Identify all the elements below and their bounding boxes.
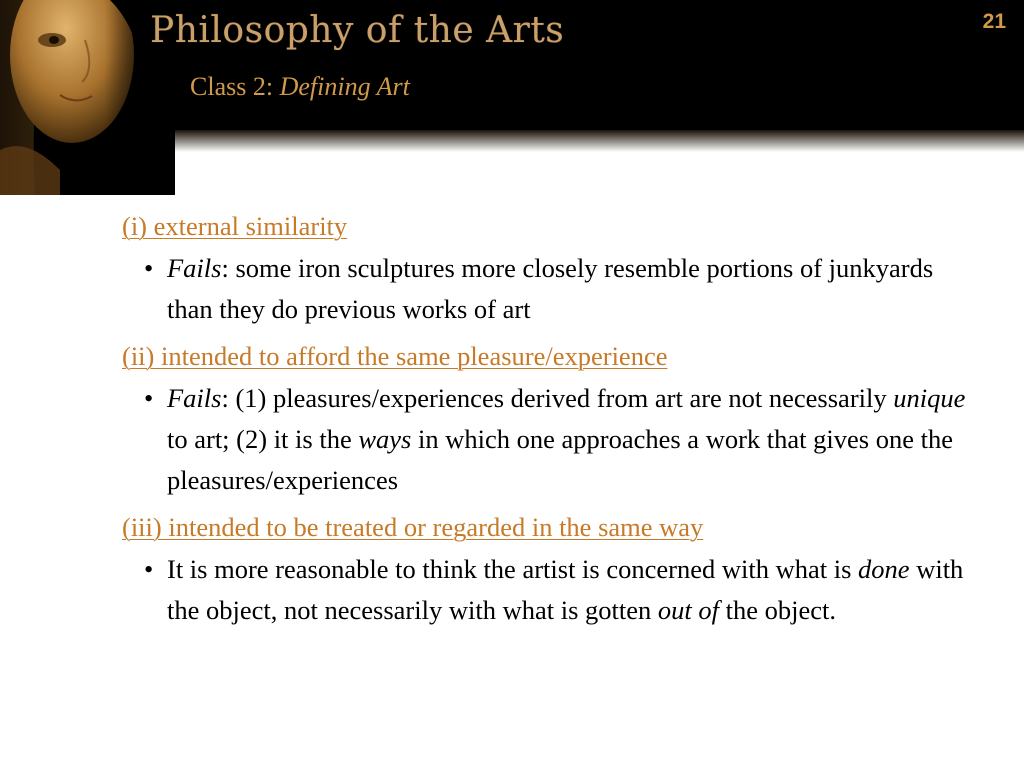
bullet-emphasis: Fails	[167, 383, 222, 413]
bullet-text-part: : (1) pleasures/experiences derived from art are not necessarily	[221, 383, 894, 413]
bullet-point	[122, 248, 982, 330]
slide-number: 21	[982, 10, 1006, 33]
bullet-emphasis: unique	[893, 383, 966, 413]
bullet-point	[122, 549, 982, 631]
bullet-text-part: the object.	[718, 595, 836, 625]
class-label: Class 2:	[190, 72, 280, 101]
bullet-emphasis: out of	[657, 595, 719, 625]
section-heading-same-pleasure[interactable]: (ii) intended to afford the same pleasure/experience	[122, 341, 668, 371]
bullet-marker: •	[144, 554, 154, 584]
bullet-text-part: : some iron sculptures more closely resemble portions of junkyards than they do previous works of art	[167, 253, 934, 324]
bullet-text	[167, 383, 965, 495]
bullet-text-part: to art; (2) it is the	[167, 424, 359, 454]
bullet-emphasis: ways	[358, 424, 412, 454]
class-title	[190, 72, 410, 102]
bullet-text	[167, 554, 963, 625]
bullet-marker: •	[144, 253, 154, 283]
slide-body	[122, 206, 982, 637]
bullet-emphasis: Fails	[167, 253, 222, 283]
bullet-text-part: in which one approaches a work that gives one the pleasures/experiences	[167, 424, 953, 495]
bullet-marker: •	[144, 383, 154, 413]
deck-title: Philosophy of the Arts	[150, 10, 565, 51]
bullet-text-part: with the object, not necessarily with what is gotten	[167, 554, 964, 625]
bullet-text-part: It is more reasonable to think the artist is concerned with what is	[167, 554, 859, 584]
section-heading-same-treatment[interactable]: (iii) intended to be treated or regarded in the same way	[122, 512, 704, 542]
section-heading-external-similarity[interactable]: (i) external similarity	[122, 211, 348, 241]
class-subtitle: Defining Art	[279, 72, 410, 101]
bullet-emphasis: done	[858, 554, 910, 584]
bullet-text	[167, 253, 933, 324]
mona-lisa-portrait-image	[0, 0, 175, 195]
bullet-point	[122, 378, 982, 501]
